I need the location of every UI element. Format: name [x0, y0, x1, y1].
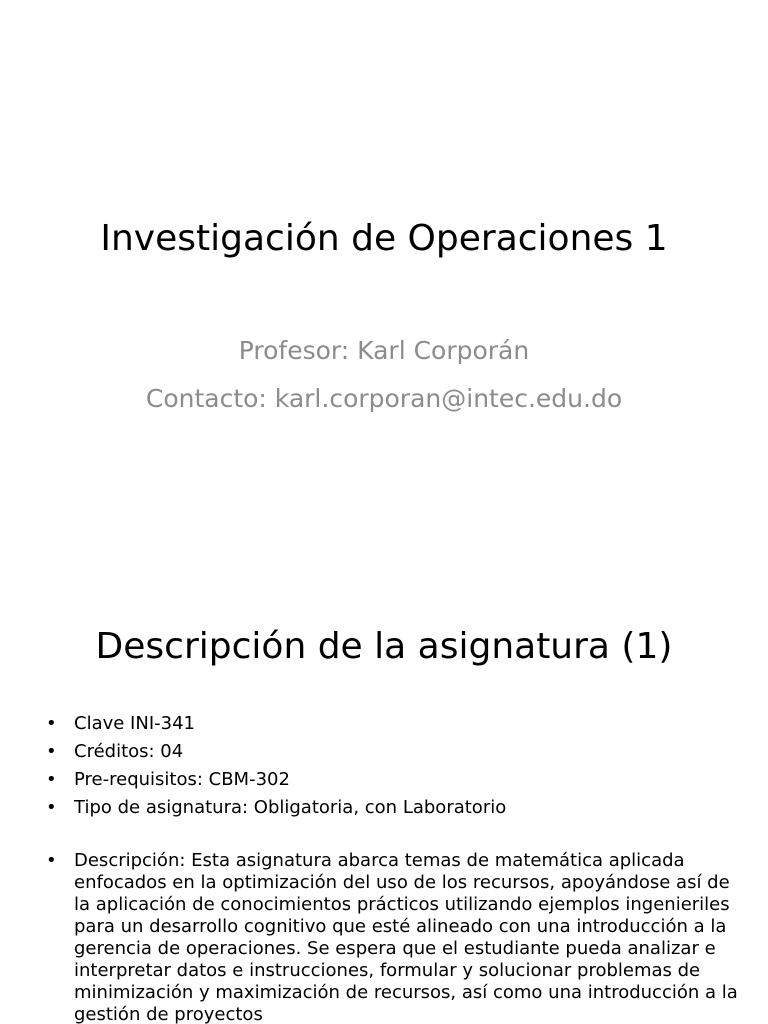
list-item [46, 794, 736, 822]
course-credits: Créditos: 04 [74, 741, 184, 762]
course-code: Clave INI-341 [74, 713, 195, 734]
professor-line: Profesor: Karl Corporán [238, 336, 530, 365]
bullet-icon: • [46, 797, 57, 818]
course-type: Tipo de asignatura: Obligatoria, con Laboratorio [74, 797, 507, 818]
slide-title: Investigación de Operaciones 1 [100, 218, 668, 259]
bullet-icon: • [46, 713, 57, 734]
slide-title: Descripción de la asignatura (1) [95, 626, 673, 667]
list-item [46, 710, 736, 738]
description-text: Descripción: Esta asignatura abarca temas de matemática aplicada enfocados en la optimización del uso de los recursos, apoyándose así de la aplicación de conocimientos prácticos utilizando ejemplos ingenieriles para un desarrollo cognitivo que esté alineado con una introducción a la gerencia de operaciones. Se espera que el estudiante pueda analizar e interpretar datos e instrucciones, formular y solucionar problemas de minimización y maximización de recursos, así como una introducción a la gestión de proyectos [74, 850, 738, 1024]
course-prerequisites: Pre-requisitos: CBM-302 [74, 769, 290, 790]
course-description [46, 850, 746, 1024]
list-item [46, 766, 736, 794]
bullet-icon: • [46, 850, 57, 871]
description-slide [0, 576, 768, 1024]
contact-line: Contacto: karl.corporan@intec.edu.do [145, 384, 623, 413]
list-item [46, 738, 736, 766]
course-info-list [46, 710, 736, 822]
bullet-icon: • [46, 769, 57, 790]
bullet-icon: • [46, 741, 57, 762]
